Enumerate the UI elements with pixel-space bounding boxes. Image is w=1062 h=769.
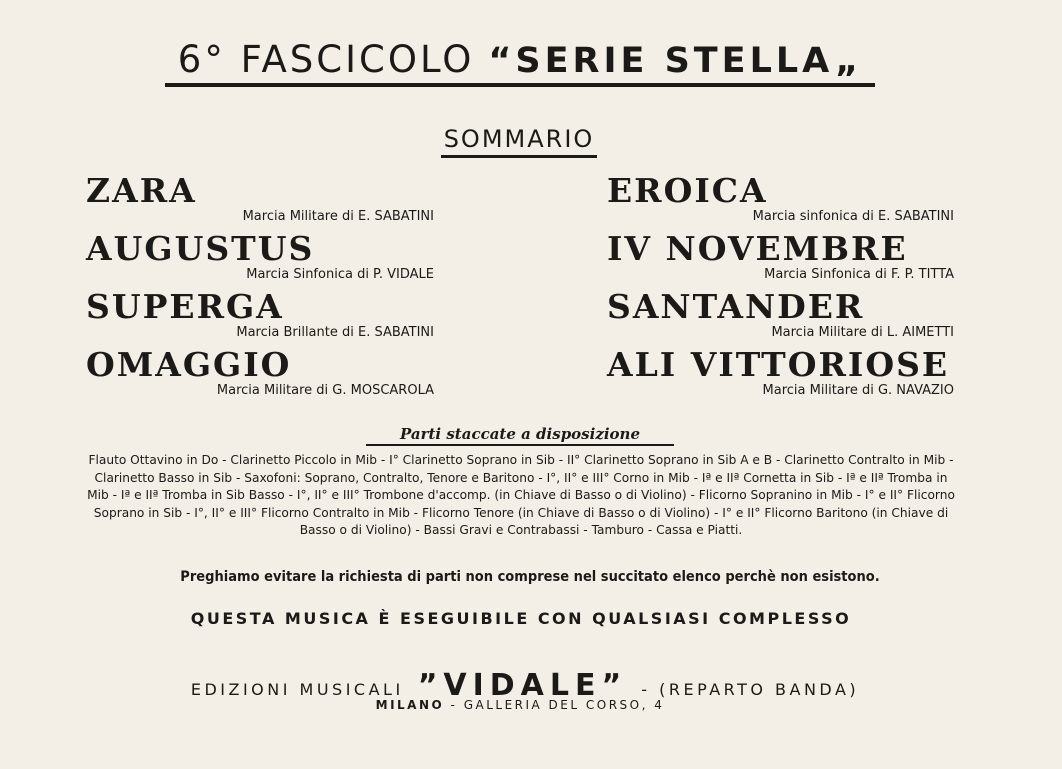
list-item xyxy=(86,172,434,230)
march-subtitle: Marcia Militare di G. NAVAZIO xyxy=(762,383,954,398)
march-title: AUGUSTUS xyxy=(86,229,315,268)
list-item xyxy=(607,288,954,346)
publisher-name: ”VIDALE” xyxy=(417,668,628,703)
parts-heading: Parti staccate a disposizione xyxy=(366,424,674,446)
list-item xyxy=(607,346,954,404)
page-title xyxy=(165,38,875,87)
summary-column-right xyxy=(607,172,954,404)
march-title: OMAGGIO xyxy=(86,345,292,384)
list-item xyxy=(86,230,434,288)
address-city: MILANO xyxy=(375,698,445,712)
publisher-address xyxy=(300,698,740,712)
address-street: - GALLERIA DEL CORSO, 4 xyxy=(450,698,665,712)
summary-column-left xyxy=(86,172,434,404)
march-subtitle: Marcia Militare di E. SABATINI xyxy=(242,209,434,224)
list-item xyxy=(86,288,434,346)
publisher-suffix: - (REPARTO BANDA) xyxy=(641,680,860,699)
march-title: ALI VITTORIOSE xyxy=(607,345,950,384)
march-subtitle: Marcia Brillante di E. SABATINI xyxy=(236,325,434,340)
march-title: EROICA xyxy=(607,171,768,210)
march-subtitle: Marcia Sinfonica di P. VIDALE xyxy=(246,267,434,282)
list-item xyxy=(86,346,434,404)
ensemble-note: QUESTA MUSICA È ESEGUIBILE CON QUALSIASI COMPLESSO xyxy=(190,609,852,628)
march-title: ZARA xyxy=(86,171,197,210)
march-subtitle: Marcia Militare di L. AIMETTI xyxy=(771,325,954,340)
parts-list: Flauto Ottavino in Do - Clarinetto Piccolo in Mib - I° Clarinetto Soprano in Sib - II° Clarinetto Soprano in Sib A e B - Clarinetto Contralto in Mib - Clarinetto Basso in Sib - Saxofoni: Soprano, Contralto, Tenore e Baritono - I°, II° e III° Corno in Mib - Iª e IIª Cornetta in Sib - Iª e IIª Tromba in Mib - Iª e IIª Tromba in Sib Basso - I°, II° e III° Trombone d'accomp. (in Chiave di Basso o di Violino) - Flicorno Sopranino in Mib - I° e II° Flicorno Soprano in Sib - I°, II° e III° Flicorno Contralto in Mib - Flicorno Tenore (in Chiave di Basso o di Violino) - I° e II° Flicorno Baritono (in Chiave di Basso o di Violino) - Bassi Gravi e Contrabassi - Tamburo - Cassa e Piatti. xyxy=(87,453,955,537)
publisher-prefix: EDIZIONI MUSICALI xyxy=(190,680,404,699)
list-item xyxy=(607,172,954,230)
march-title: SANTANDER xyxy=(607,287,865,326)
summary-heading: SOMMARIO xyxy=(441,124,597,158)
title-prefix: 6° FASCICOLO xyxy=(177,38,475,81)
march-title: IV NOVEMBRE xyxy=(607,229,908,268)
march-title: SUPERGA xyxy=(86,287,284,326)
notice-text: Preghiamo evitare la richiesta di parti non comprese nel succitato elenco perchè non esistono. xyxy=(180,569,880,585)
march-subtitle: Marcia Militare di G. MOSCAROLA xyxy=(216,383,434,398)
march-subtitle: Marcia sinfonica di E. SABATINI xyxy=(752,209,954,224)
title-series: “SERIE STELLA„ xyxy=(488,41,863,81)
march-subtitle: Marcia Sinfonica di F. P. TITTA xyxy=(764,267,954,282)
list-item xyxy=(607,230,954,288)
